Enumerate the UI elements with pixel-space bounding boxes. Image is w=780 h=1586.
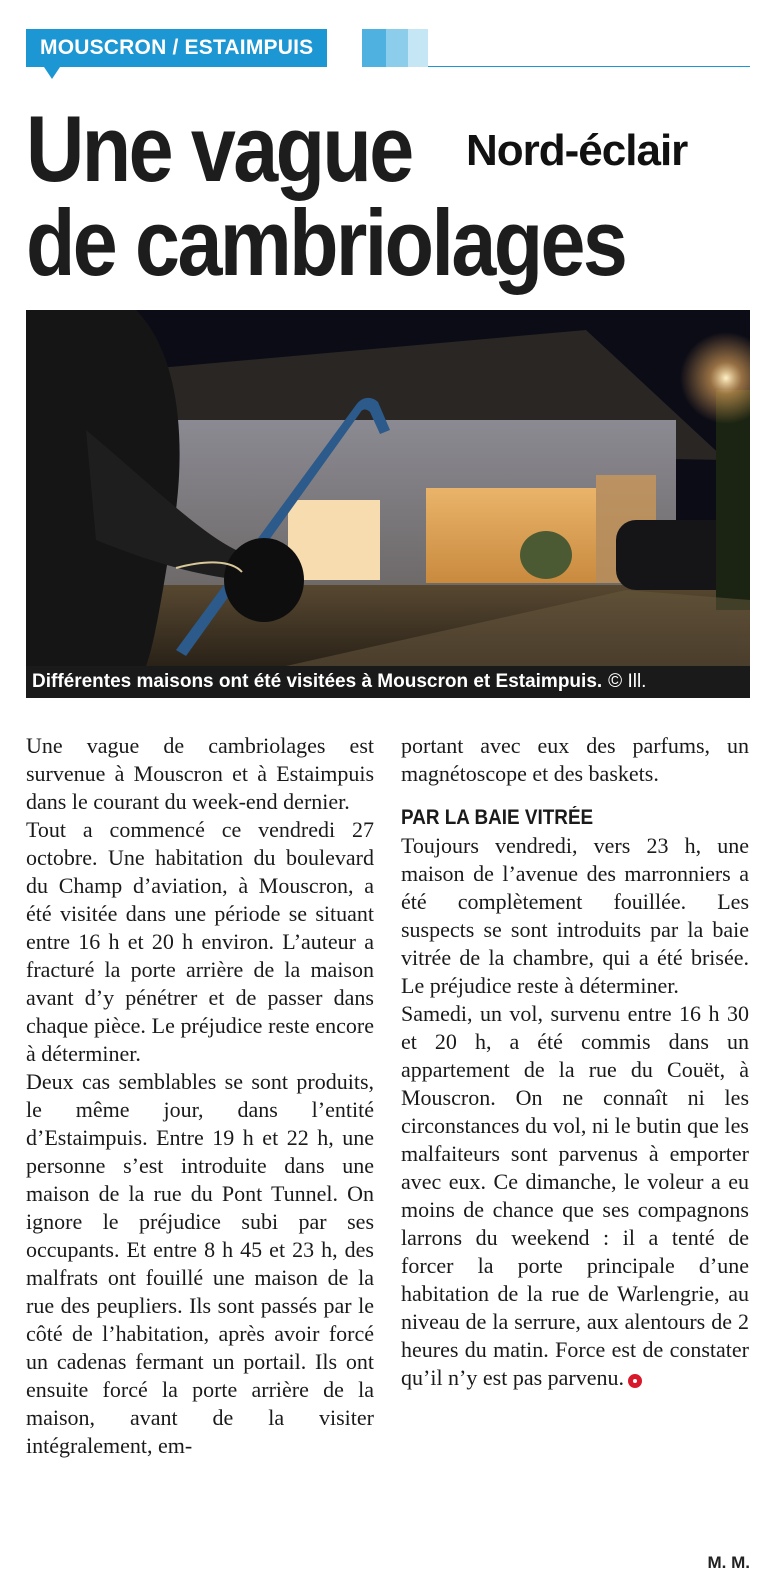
photo-credit: © Ill.: [608, 671, 647, 692]
burglar-night-illustration: [26, 310, 750, 666]
headline-line-1: Une vague: [26, 96, 412, 201]
article-paragraph: portant avec eux des parfums, un magnétoscope et des baskets.: [401, 733, 749, 786]
section-rule: [428, 66, 750, 67]
article-paragraph: Une vague de cambriolages est survenue à Mouscron et à Estaimpuis dans le courant du week-end dernier.: [26, 733, 374, 814]
section-label: MOUSCRON / ESTAIMPUIS: [26, 29, 327, 67]
section-label-pointer: [44, 67, 60, 79]
photo-caption: [26, 666, 750, 698]
author-signature: M. M.: [707, 1553, 750, 1572]
article-column-left: [26, 732, 374, 1460]
article-subheading: PAR LA BAIE VITRÉE: [401, 806, 594, 829]
end-of-article-icon: [628, 1374, 642, 1388]
article-paragraph: Tout a commencé ce vendredi 27 octobre. Une habitation du boulevard du Champ d’aviation, à Mouscron, a été visitée dans une période se situant entre 16 h et 20 h environ. L’auteur a fracturé la porte arrière de la maison avant d’y pénétrer et de passer dans chaque pièce. Le préjudice reste encore à déterminer.: [26, 817, 374, 1066]
article-paragraph: [401, 1000, 749, 1392]
section-decor-square: [362, 29, 386, 67]
article-photo: [26, 310, 750, 666]
article-column-right: [401, 732, 749, 1392]
source-stamp: Nord-éclair: [466, 126, 688, 175]
headline-line-2: de cambriolages: [26, 190, 626, 295]
article-paragraph: Deux cas semblables se sont produits, le même jour, dans l’entité d’Estaimpuis. Entre 19 h et 22 h, une personne s’est introduite dans une maison de la rue du Pont Tunnel. On ignore le préjudice subi par ses occupants. Et entre 8 h 45 et 23 h, des malfrats ont fouillé une maison de la rue des peupliers. Ils sont passés par le côté de l’habitation, après avoir forcé un cadenas fermant un portail. Ils ont ensuite forcé la porte arrière de la maison, avant de la visiter intégralement, em-: [26, 1069, 374, 1458]
article-paragraph-text: Samedi, un vol, survenu entre 16 h 30 et 20 h, a été commis dans un appartement de la rue du Couët, à Mouscron. On ne connaît ni les circonstances du vol, ni le butin que les malfaiteurs sont parvenus à emporter avec eux. Ce dimanche, le voleur a eu moins de chance que ses compagnons larrons du weekend : il a tenté de forcer la porte principale d’une habitation de la rue de Warlengrie, au niveau de la serrure, aux alentours de 2 heures du matin. Force est de constater qu’il n’y est pas parvenu.: [401, 1001, 749, 1390]
photo-caption-text: Différentes maisons ont été visitées à Mouscron et Estaimpuis.: [32, 671, 603, 692]
section-decor-square: [408, 29, 428, 67]
article-paragraph: Toujours vendredi, vers 23 h, une maison de l’avenue des marronniers a été complètement fouillée. Les suspects se sont introduits par la baie vitrée de la chambre, qui a été brisée. Le préjudice reste à déterminer.: [401, 833, 749, 998]
section-decor-square: [386, 29, 408, 67]
